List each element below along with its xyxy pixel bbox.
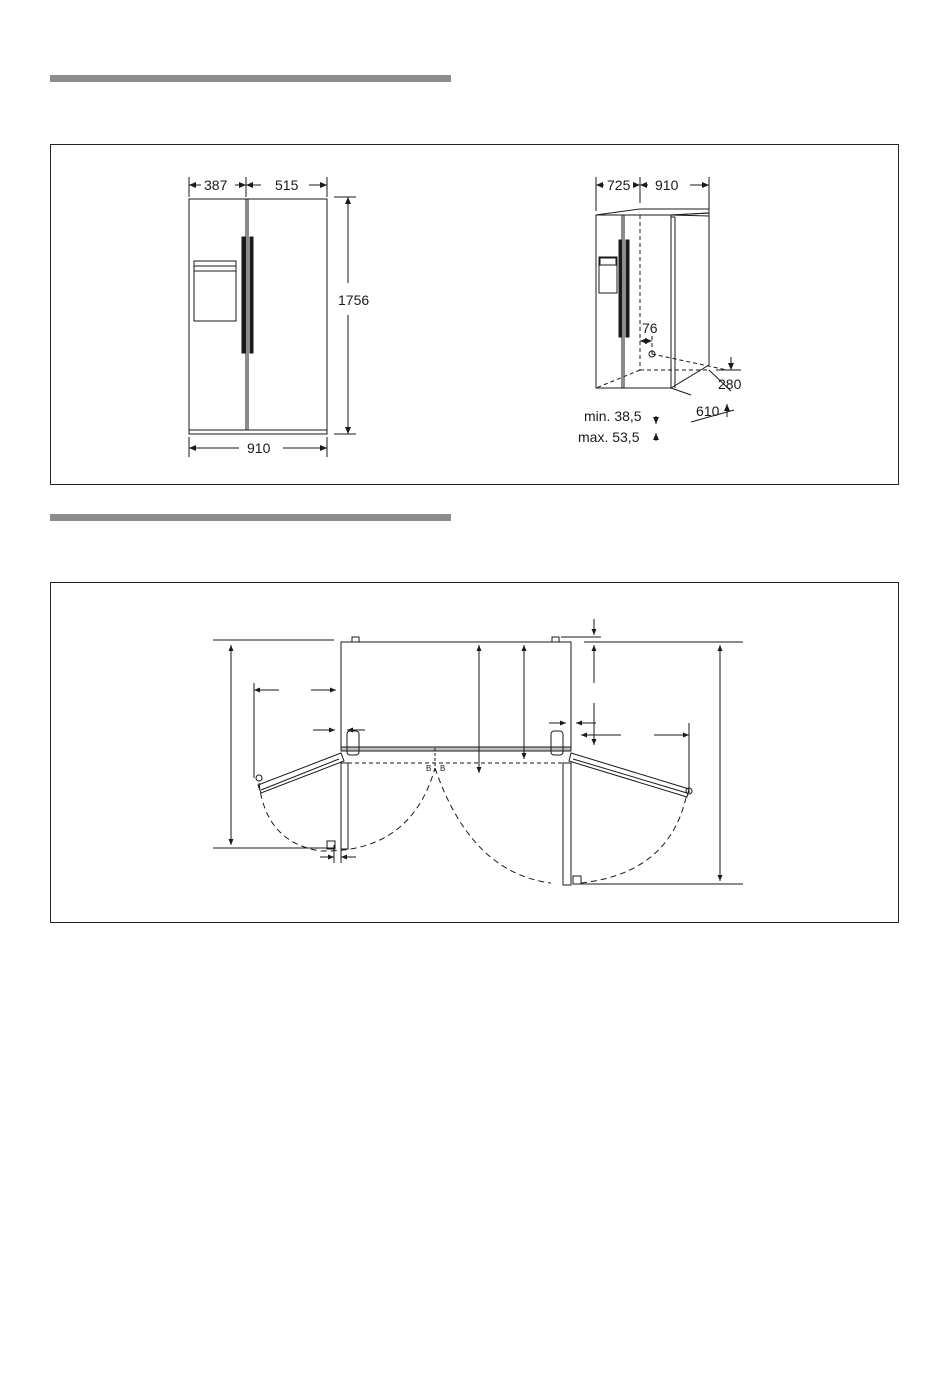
persp-depth-label: 725 [607, 177, 631, 193]
section-rule-dimensions [50, 75, 451, 82]
door-marker-left: B [426, 764, 432, 773]
door-clearance-drawing [51, 583, 900, 924]
section-rule-door-clearance [50, 514, 451, 521]
front-width-left-label: 387 [204, 177, 228, 193]
persp-min-label: min. 38,5 [584, 408, 642, 424]
door-clearance-panel [50, 582, 899, 923]
perspective-view [596, 177, 741, 441]
persp-offset-label: 76 [642, 320, 658, 336]
front-width-total-label: 910 [247, 440, 271, 456]
front-width-right-label: 515 [275, 177, 299, 193]
persp-side-depth-label: 610 [696, 403, 720, 419]
persp-connection-height-label: 280 [718, 376, 742, 392]
persp-max-label: max. 53,5 [578, 429, 640, 445]
door-marker-right: B [440, 764, 446, 773]
persp-width-label: 910 [655, 177, 679, 193]
dimensions-panel [50, 144, 899, 485]
door-plan [213, 619, 743, 885]
front-view [189, 177, 356, 457]
front-height-label: 1756 [338, 292, 370, 308]
dimensions-drawing [51, 145, 900, 486]
